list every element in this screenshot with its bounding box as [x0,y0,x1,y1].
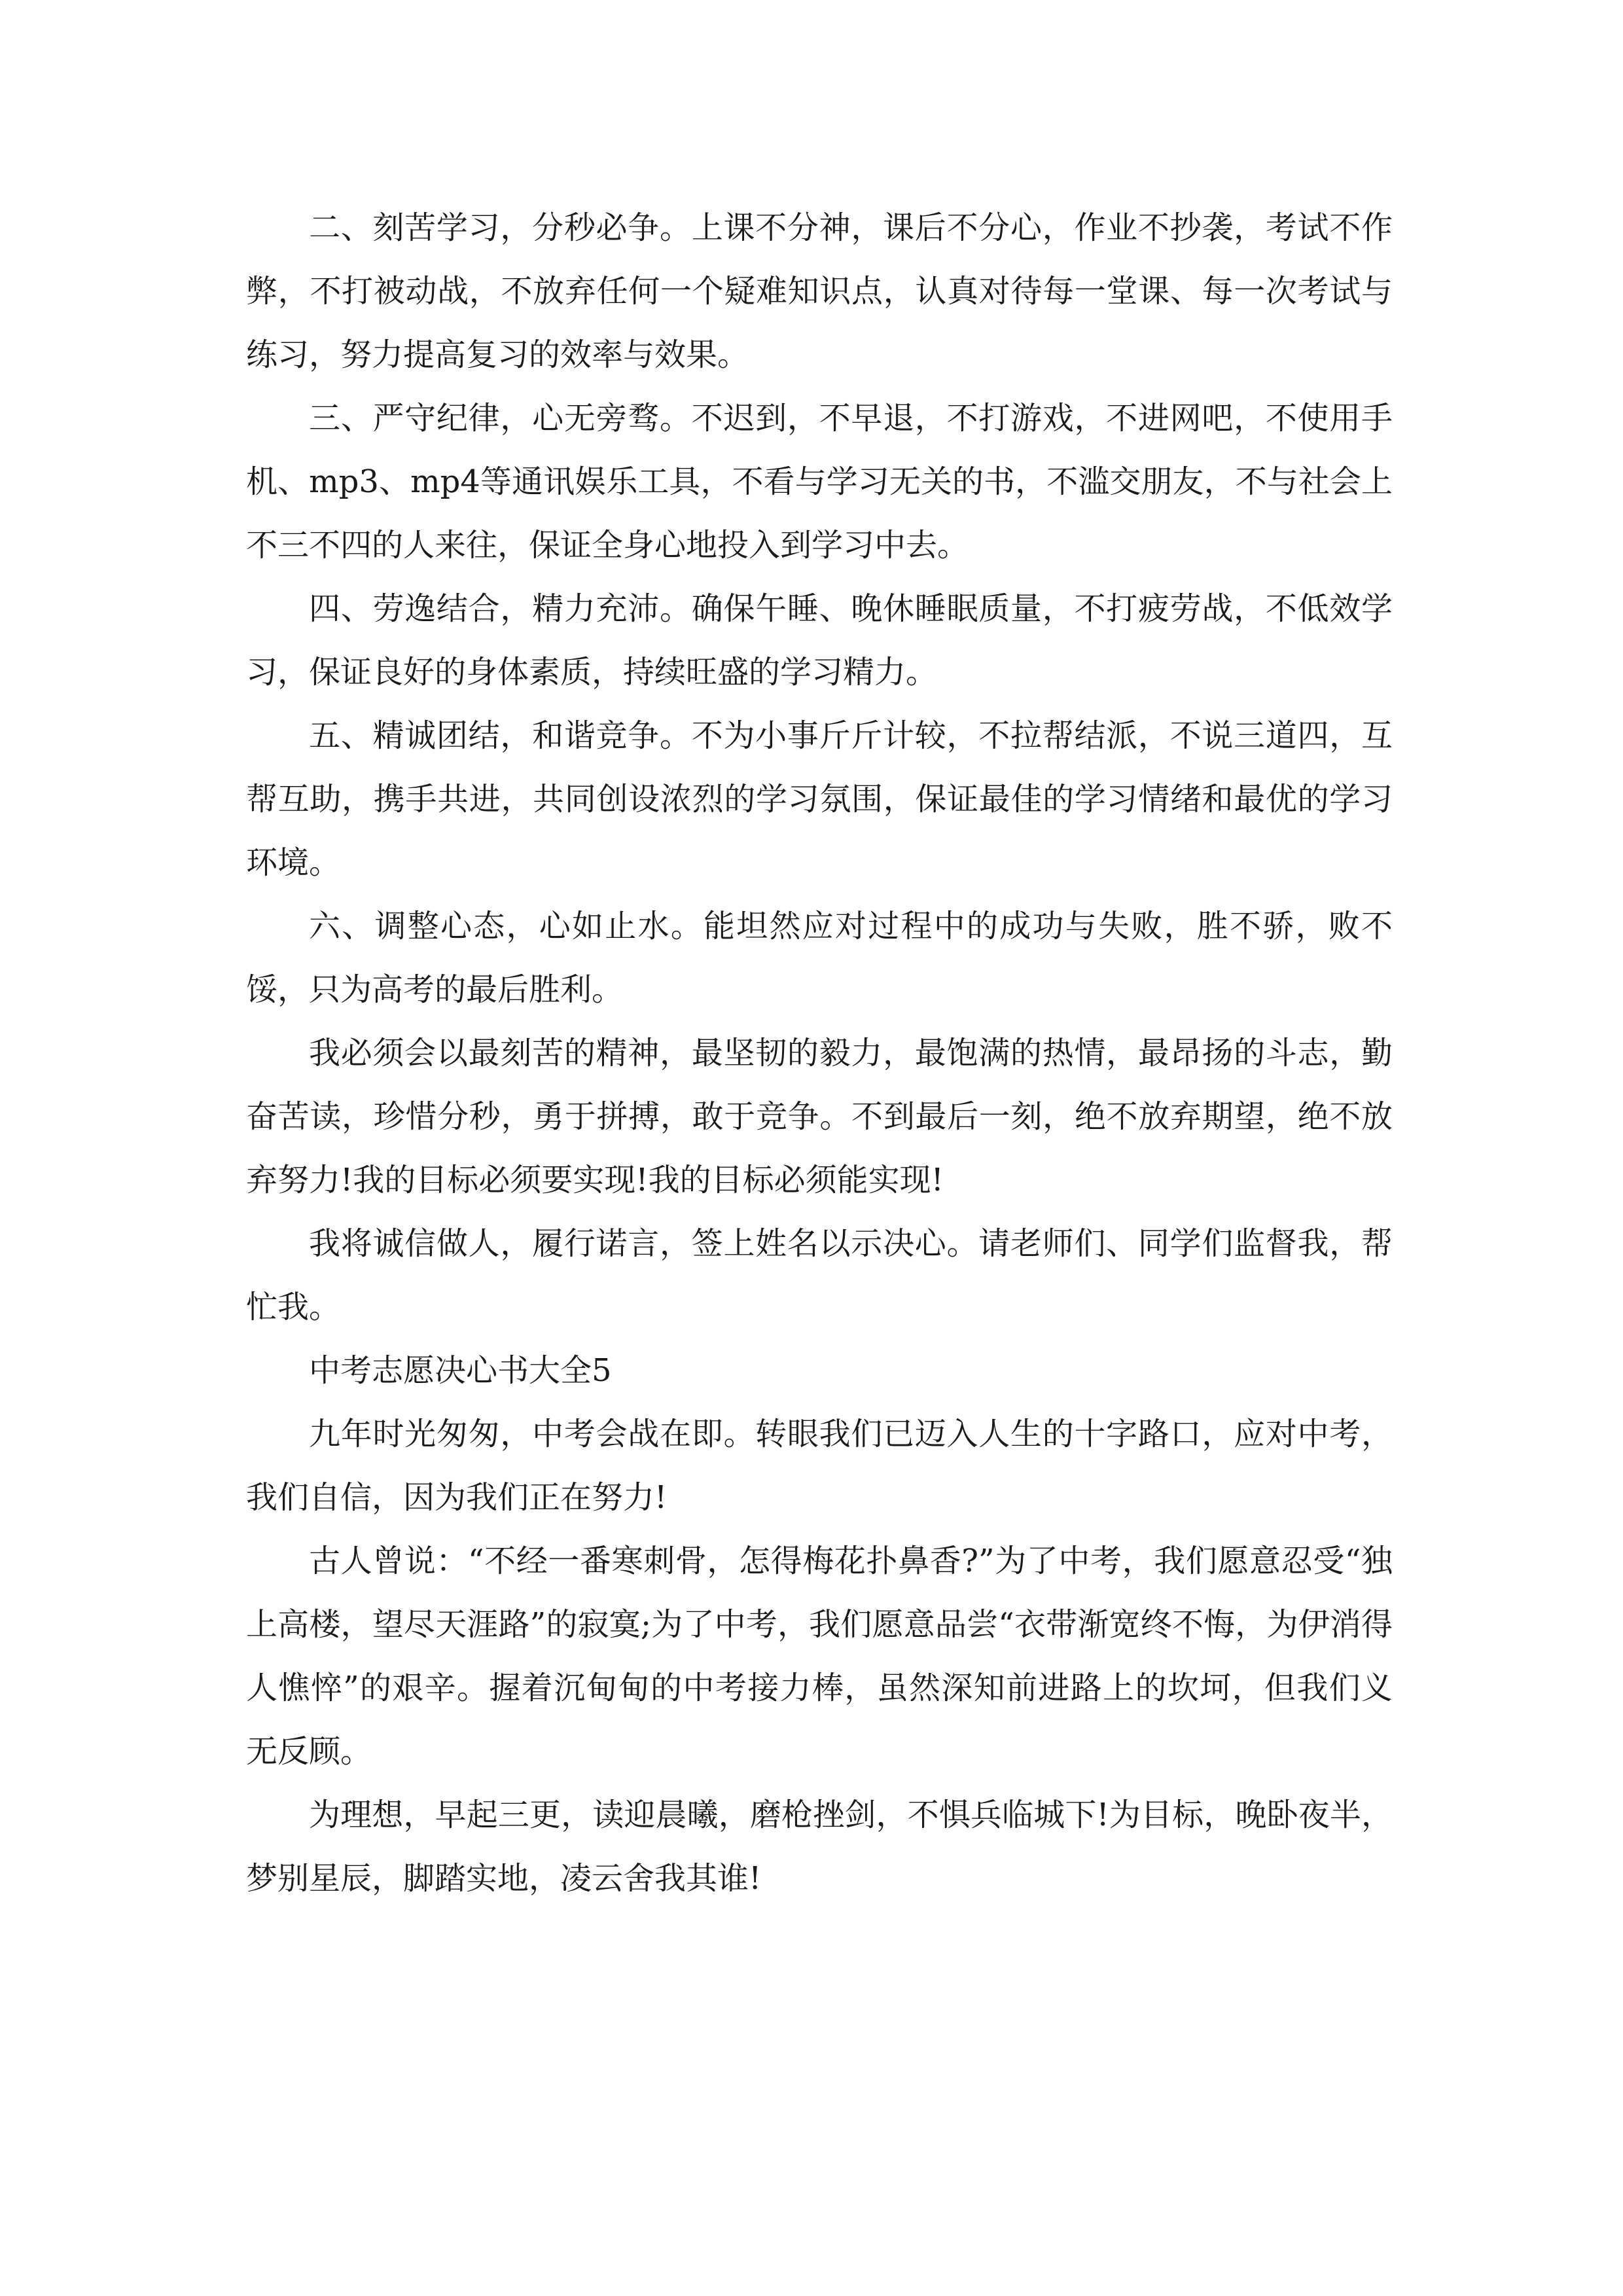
paragraph-discipline: 三、严守纪律，心无旁骛。不迟到，不早退，不打游戏，不进网吧，不使用手机、mp3、mp4等通讯娱乐工具，不看与学习无关的书，不滥交朋友，不与社会上不三不四的人来往，保证全身心地投入到学习中去。 [246,400,1393,564]
section-title: 中考志愿决心书大全5 [309,1352,612,1389]
paragraph-pledge: 我将诚信做人，履行诺言，签上姓名以示决心。请老师们、同学们监督我，帮忙我。 [246,1225,1393,1325]
paragraph-rest-balance: 四、劳逸结合，精力充沛。确保午睡、晚休睡眠质量，不打疲劳战，不低效学习，保证良好的身体素质，持续旺盛的学习精力。 [246,590,1393,691]
document-body [246,196,1393,1910]
paragraph-resolve: 我必须会以最刻苦的精神，最坚韧的毅力，最饱满的热情，最昂扬的斗志，勤奋苦读，珍惜分秒，勇于拼搏，敢于竞争。不到最后一刻，绝不放弃期望，绝不放弃努力!我的目标必须要实现!我的目标必须能实现! [246,1035,1393,1198]
paragraph-nine-years: 九年时光匆匆，中考会战在即。转眼我们已迈入人生的十字路口，应对中考，我们自信，因为我们正在努力! [246,1416,1393,1516]
paragraph-ancient-saying: 古人曾说：“不经一番寒刺骨，怎得梅花扑鼻香?”为了中考，我们愿意忍受“独上高楼，望尽天涯路”的寂寞;为了中考，我们愿意品尝“衣带渐宽终不悔，为伊消得人憔悴”的艰辛。握着沉甸甸的中考接力棒，虽然深知前进路上的坎坷，但我们义无反顾。 [246,1543,1393,1770]
paragraph-mindset: 六、调整心态，心如止水。能坦然应对过程中的成功与失败，胜不骄，败不馁，只为高考的最后胜利。 [246,908,1393,1008]
paragraph-study-hard: 二、刻苦学习，分秒必争。上课不分神，课后不分心，作业不抄袭，考试不作弊，不打被动战，不放弃任何一个疑难知识点，认真对待每一堂课、每一次考试与练习，努力提高复习的效率与效果。 [246,209,1393,373]
paragraph-unity: 五、精诚团结，和谐竞争。不为小事斤斤计较，不拉帮结派，不说三道四，互帮互助，携手共进，共同创设浓烈的学习氛围，保证最佳的学习情绪和最优的学习环境。 [246,717,1393,881]
paragraph-ideal: 为理想，早起三更，读迎晨曦，磨枪挫剑，不惧兵临城下!为目标，晚卧夜半，梦别星辰，脚踏实地，凌云舍我其谁! [246,1797,1393,1897]
